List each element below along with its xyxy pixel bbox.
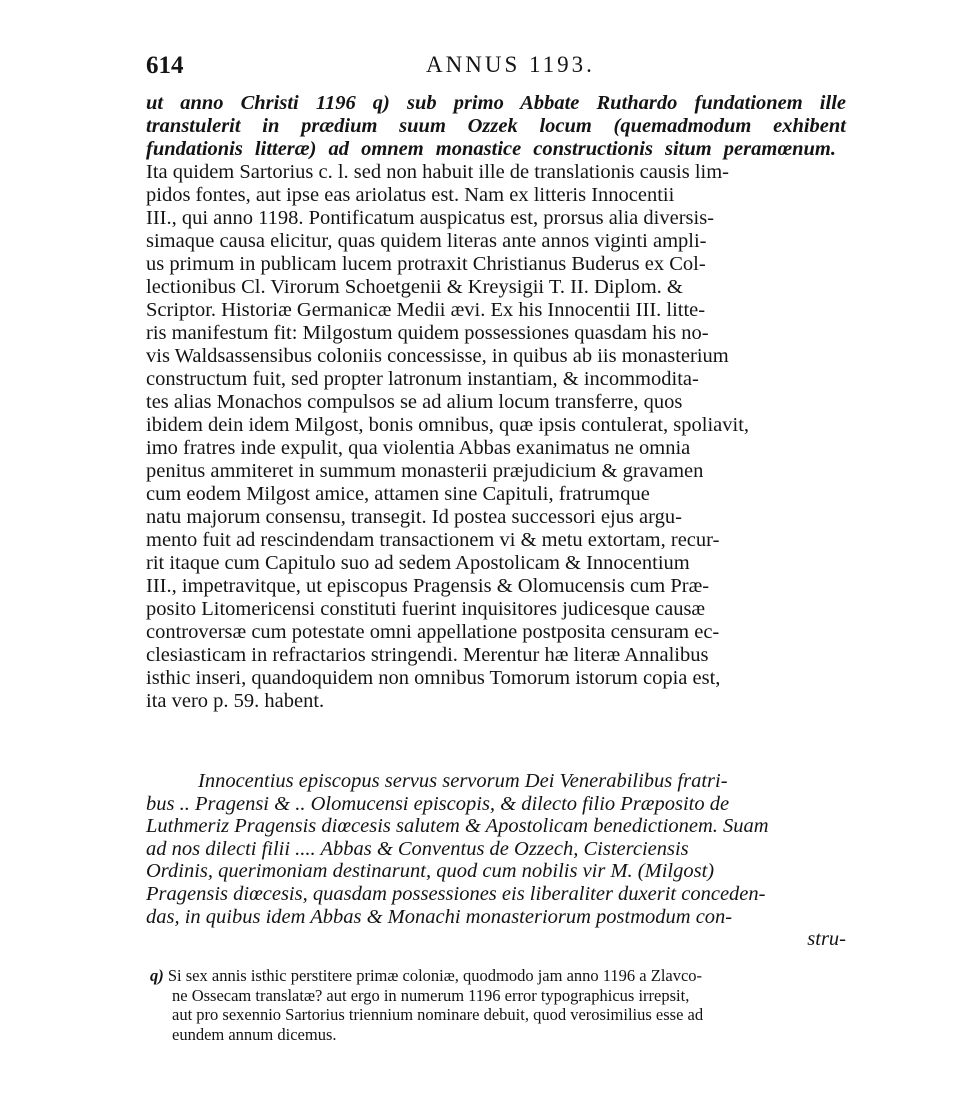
text-line: posito Litomericensi constituti fuerint inquisitores judicesque causæ: [146, 598, 706, 620]
letter-line: bus .. Pragensi & .. Olomucensi episcopis, & dilecto filio Præposito de: [146, 792, 730, 815]
text-line: controversæ cum potestate omni appellatione postposita censuram ec-: [146, 621, 720, 643]
footnote-line: [150, 966, 850, 986]
footnote-line: aut pro sexennio Sartorius triennium nominare debuit, quod verosimilius esse ad: [172, 1005, 704, 1024]
text-line: ris manifestum fit: Milgostum quidem possessiones quasdam his no-: [146, 322, 709, 344]
footnote-marker: q): [150, 966, 164, 985]
text-line: ibidem dein idem Milgost, bonis omnibus, quæ ipsis contulerat, spoliavit,: [146, 414, 750, 436]
text-line: lectionibus Cl. Virorum Schoetgenii & Kreysigii T. II. Diplom. &: [146, 276, 683, 298]
running-head: ANNUS 1193.: [426, 52, 595, 77]
main-text: [146, 92, 846, 713]
footnote-line: eundem annum dicemus.: [172, 1024, 337, 1044]
text-line: Scriptor. Historiæ Germanicæ Medii ævi. Ex his Innocentii III. litte-: [146, 299, 706, 321]
footnote-line: ne Ossecam translatæ? aut ergo in numerum 1196 error typographicus irrepsit,: [172, 985, 690, 1005]
page-number: 614: [146, 52, 184, 79]
text-line: us primum in publicam lucem protraxit Christianus Buderus ex Col-: [146, 253, 706, 275]
text-line: vis Waldsassensibus coloniis concessisse, in quibus ab iis monasterium: [146, 345, 729, 367]
text-line: isthic inseri, quandoquidem non omnibus Tomorum istorum copia est,: [146, 667, 721, 689]
letter-quotation: [146, 770, 846, 951]
text-line: imo fratres inde expulit, qua violentia Abbas exanimatus ne omnia: [146, 437, 691, 459]
text-line: III., impetravitque, ut episcopus Pragensis & Olomucensis cum Præ-: [146, 575, 710, 597]
letter-line: das, in quibus idem Abbas & Monachi monasteriorum postmodum con-: [146, 905, 733, 928]
text-line: tes alias Monachos compulsos se ad alium locum transferre, quos: [146, 391, 683, 413]
footnote: [150, 966, 850, 1044]
letter-line: Ordinis, querimoniam destinarunt, quod cum nobilis vir M. (Milgost): [146, 860, 715, 883]
text-line: III., qui anno 1198. Pontificatum auspicatus est, prorsus alia diversis-: [146, 207, 715, 229]
text-line: ut anno Christi 1196 q) sub primo Abbate Ruthardo fundationem ille: [146, 92, 846, 114]
text-line: cum eodem Milgost amice, attamen sine Capituli, fratrumque: [146, 483, 650, 505]
text-line: rit itaque cum Capitulo suo ad sedem Apostolicam & Innocentium: [146, 552, 690, 574]
text-line: simaque causa elicitur, quas quidem literas ante annos viginti ampli-: [146, 230, 707, 252]
letter-line: Luthmeriz Pragensis diœcesis salutem & Apostolicam benedictionem. Suam: [146, 815, 769, 838]
text-line: clesiasticam in refractarios stringendi. Merentur hæ literæ Annalibus: [146, 644, 709, 666]
text-line: mento fuit ad rescindendam transactionem vi & metu extortam, recur-: [146, 529, 720, 551]
text-line: pidos fontes, aut ipse eas ariolatus est. Nam ex litteris Innocentii: [146, 184, 675, 206]
footnote-text: Si sex annis isthic perstitere primæ coloniæ, quodmodo jam anno 1196 a Zlavco-: [167, 966, 703, 985]
text-line: transtulerit in prædium suum Ozzek locum (quemadmodum exhibent: [146, 115, 846, 137]
text-line: natu majorum consensu, transegit. Id postea successori ejus argu-: [146, 506, 682, 528]
text-line: constructum fuit, sed propter latronum instantiam, & incommodita-: [146, 368, 699, 390]
letter-line: Pragensis diœcesis, quasdam possessiones eis liberaliter duxerit conceden-: [146, 882, 766, 905]
letter-line: ad nos dilecti filii .... Abbas & Conventus de Ozzech, Cisterciensis: [146, 837, 689, 860]
text-line: fundationis litteræ) ad omnem monastice constructionis situm peramœnum.: [146, 138, 836, 160]
page-header: [146, 52, 846, 86]
catchword: stru-: [807, 928, 846, 951]
text-line: ita vero p. 59. habent.: [146, 690, 325, 712]
text-line: penitus ammiteret in summum monasterii præjudicium & gravamen: [146, 460, 704, 482]
text-line: Ita quidem Sartorius c. l. sed non habuit ille de translationis causis lim-: [146, 161, 729, 183]
letter-line: Innocentius episcopus servus servorum Dei Venerabilibus fratri-: [198, 770, 728, 792]
